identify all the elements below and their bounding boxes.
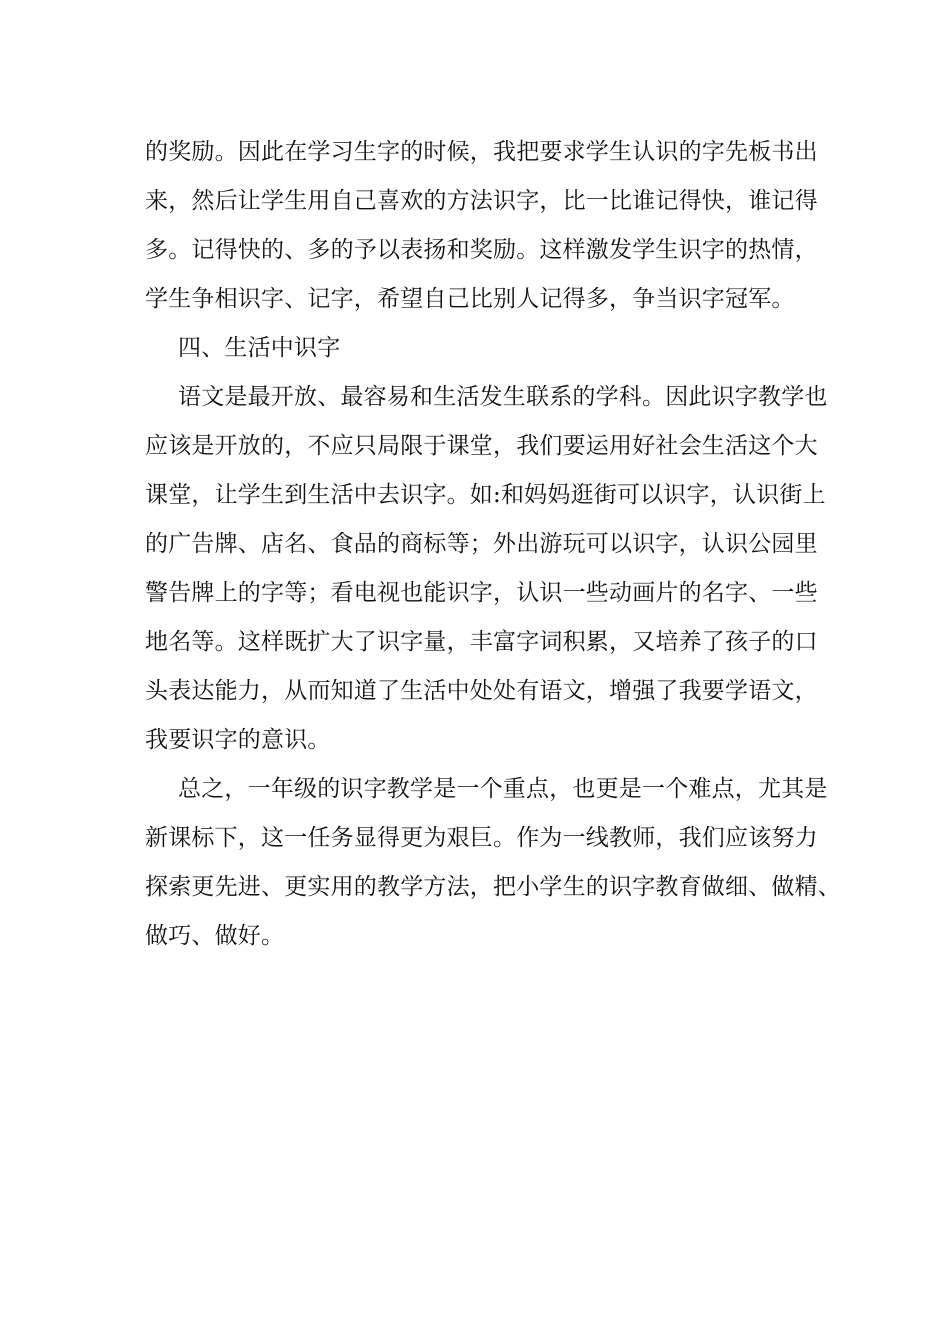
text-line: 来，然后让学生用自己喜欢的方法识字，比一比谁记得快，谁记得 [145,188,818,214]
text-line: 学生争相识字、记字，希望自己比别人记得多，争当识字冠军。 [145,286,795,312]
text-line: 我要识字的意识。 [145,727,331,753]
text-line: 头表达能力，从而知道了生活中处处有语文，增强了我要学语文， [145,678,818,704]
text-line: 新课标下，这一任务显得更为艰巨。作为一线教师，我们应该努力 [145,825,818,851]
text-line: 课堂，让学生到生活中去识字。如:和妈妈逛街可以识字，认识街上 [145,482,826,508]
text-line: 探索更先进、更实用的教学方法，把小学生的识字教育做细、做精、 [145,874,841,900]
text-line: 警告牌上的字等；看电视也能识字，认识一些动画片的名字、一些 [145,580,818,606]
text-line: 应该是开放的，不应只局限于课堂，我们要运用好社会生活这个大 [145,433,818,459]
paragraph-first-line: 总之，一年级的识字教学是一个重点，也更是一个难点，尤其是 [178,776,828,802]
section-heading: 四、生活中识字 [178,335,341,361]
text-line: 的广告牌、店名、食品的商标等；外出游玩可以识字，认识公园里 [145,531,818,557]
text-line: 做巧、做好。 [145,923,285,949]
text-line: 的奖励。因此在学习生字的时候，我把要求学生认识的字先板书出 [145,139,818,165]
paragraph-first-line: 语文是最开放、最容易和生活发生联系的学科。因此识字教学也 [178,384,828,410]
document-body [145,128,841,961]
text-line: 多。记得快的、多的予以表扬和奖励。这样激发学生识字的热情， [145,237,818,263]
text-line: 地名等。这样既扩大了识字量，丰富字词积累，又培养了孩子的口 [145,629,818,655]
